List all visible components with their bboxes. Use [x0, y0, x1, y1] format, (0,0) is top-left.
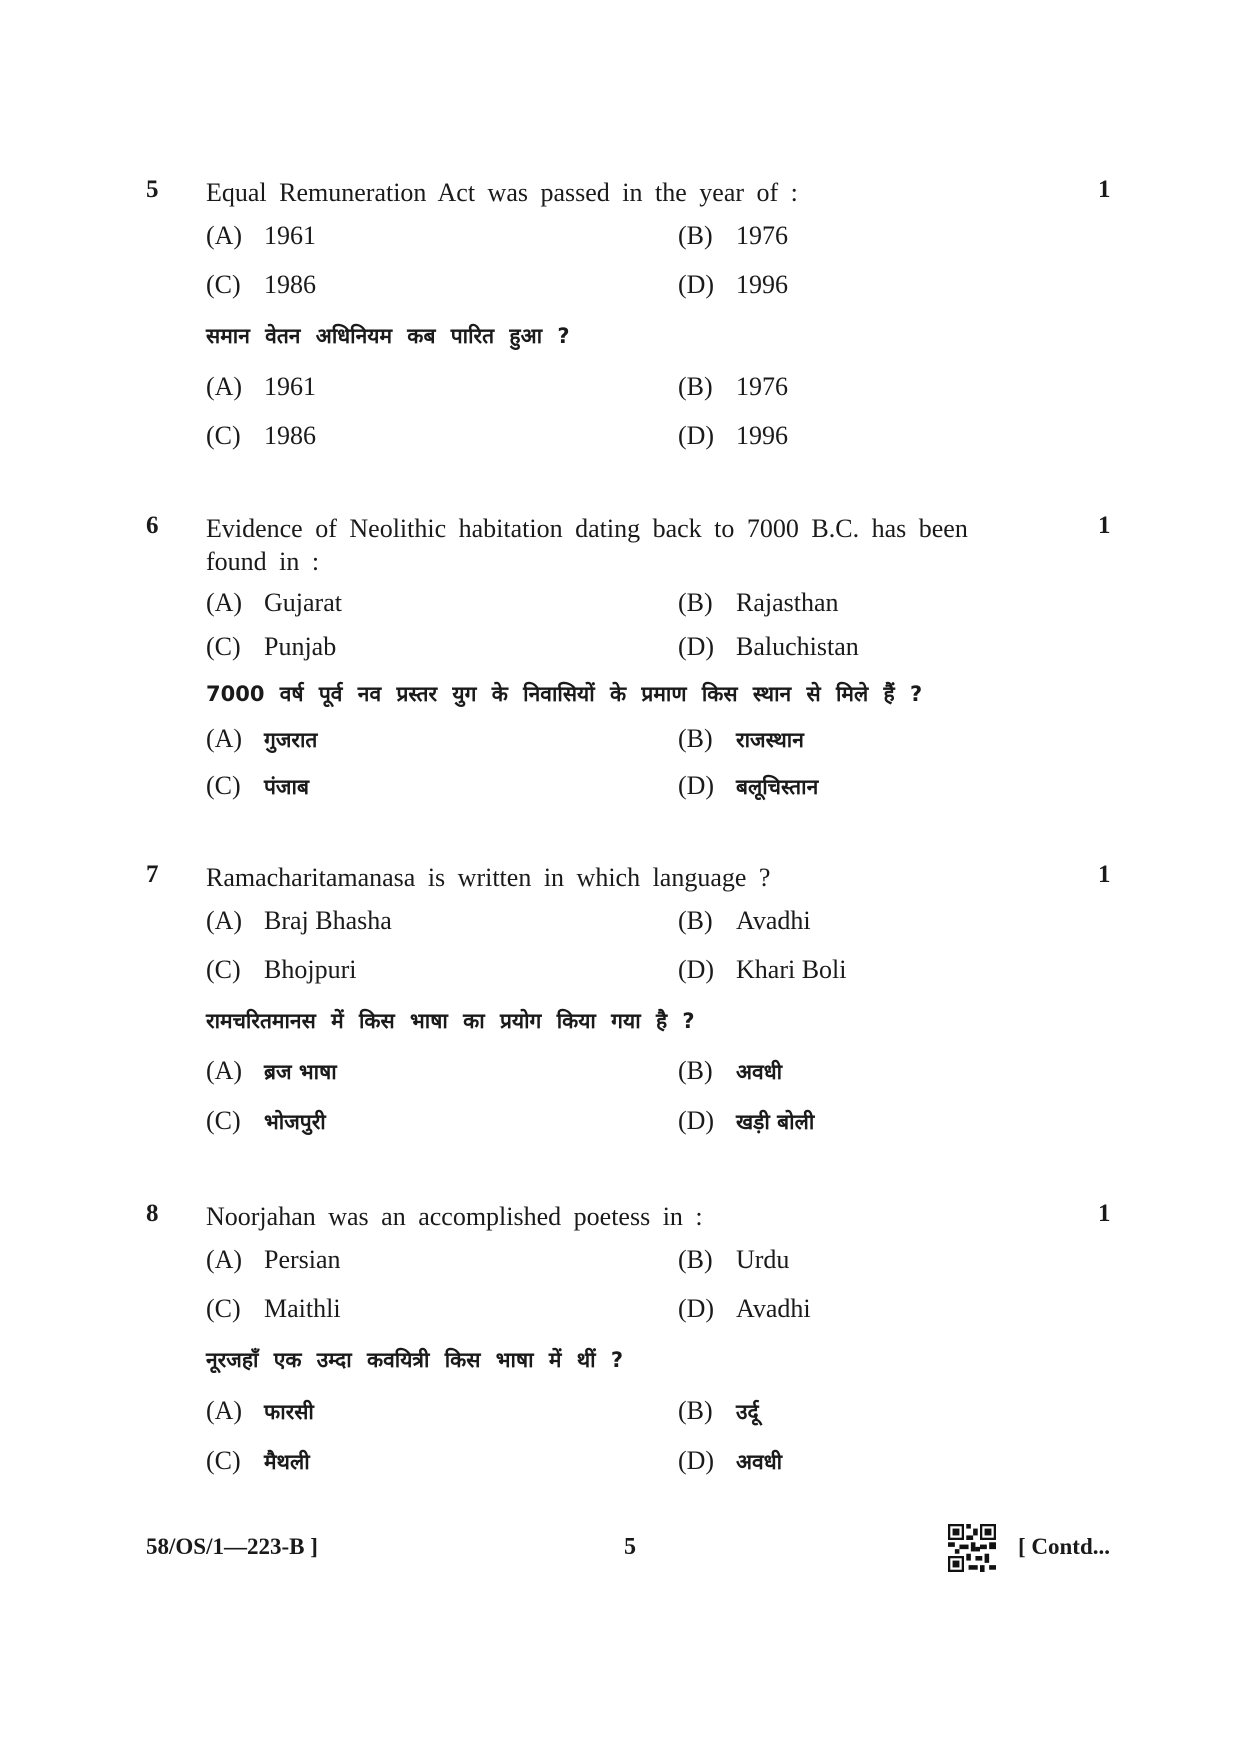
hindi-option-c: (C) पंजाब	[206, 771, 309, 800]
hindi-option-c: (C) 1986	[206, 421, 316, 450]
question-text-hindi: समान वेतन अधिनियम कब पारित हुआ ?	[206, 324, 570, 348]
question-marks: 1	[1098, 176, 1111, 203]
question-number: 5	[146, 176, 159, 203]
option-c: (C) Bhojpuri	[206, 955, 357, 984]
option-c: (C) 1986	[206, 270, 316, 299]
hindi-option-b: (B) उर्दू	[678, 1396, 759, 1425]
hindi-option-c: (C) मैथली	[206, 1446, 310, 1475]
question-text-hindi: 7000 वर्ष पूर्व नव प्रस्तर युग के निवासियों के प्रमाण किस स्थान से मिले हैं ?	[206, 682, 923, 706]
continued-label: [ Contd...	[1018, 1534, 1111, 1559]
option-b: (B) Rajasthan	[678, 588, 839, 617]
question-number: 8	[146, 1200, 159, 1227]
question-text-hindi: रामचरितमानस में किस भाषा का प्रयोग किया गया है ?	[206, 1009, 695, 1033]
option-d: (D) Baluchistan	[678, 632, 859, 661]
hindi-option-a: (A) 1961	[206, 372, 316, 401]
hindi-option-d: (D) बलूचिस्तान	[678, 771, 819, 800]
question-text: Equal Remuneration Act was passed in the year of :	[206, 178, 798, 207]
qr-code-icon	[948, 1524, 996, 1572]
hindi-option-b: (B) अवधी	[678, 1056, 783, 1085]
hindi-option-a: (A) फारसी	[206, 1396, 314, 1425]
option-b: (B) Avadhi	[678, 906, 811, 935]
question-text-hindi: नूरजहाँ एक उम्दा कवयित्री किस भाषा में थीं ?	[206, 1348, 624, 1372]
option-c: (C) Maithli	[206, 1294, 341, 1323]
question-text: Ramacharitamanasa is written in which language ?	[206, 863, 771, 892]
option-d: (D) Khari Boli	[678, 955, 847, 984]
option-c: (C) Punjab	[206, 632, 337, 661]
hindi-option-c: (C) भोजपुरी	[206, 1106, 326, 1135]
hindi-option-a: (A) ब्रज भाषा	[206, 1056, 337, 1085]
question-number: 7	[146, 861, 159, 888]
hindi-option-a: (A) गुजरात	[206, 724, 318, 753]
option-a: (A) Braj Bhasha	[206, 906, 392, 935]
option-a: (A) 1961	[206, 221, 316, 250]
hindi-option-d: (D) खड़ी बोली	[678, 1106, 815, 1135]
page-number: 5	[624, 1534, 636, 1560]
hindi-option-d: (D) अवधी	[678, 1446, 783, 1475]
question-marks: 1	[1098, 1200, 1111, 1227]
hindi-option-d: (D) 1996	[678, 421, 788, 450]
option-b: (B) Urdu	[678, 1245, 790, 1274]
hindi-option-b: (B) राजस्थान	[678, 724, 804, 753]
question-number: 6	[146, 512, 159, 539]
option-a: (A) Gujarat	[206, 588, 342, 617]
question-marks: 1	[1098, 861, 1111, 888]
option-d: (D) Avadhi	[678, 1294, 811, 1323]
paper-code: 58/OS/1—223-B ]	[146, 1534, 318, 1559]
option-a: (A) Persian	[206, 1245, 341, 1274]
question-marks: 1	[1098, 512, 1111, 539]
option-d: (D) 1996	[678, 270, 788, 299]
question-text: Noorjahan was an accomplished poetess in :	[206, 1202, 703, 1231]
option-b: (B) 1976	[678, 221, 788, 250]
hindi-option-b: (B) 1976	[678, 372, 788, 401]
question-text: Evidence of Neolithic habitation dating back to 7000 B.C. has been found in :	[206, 514, 968, 576]
